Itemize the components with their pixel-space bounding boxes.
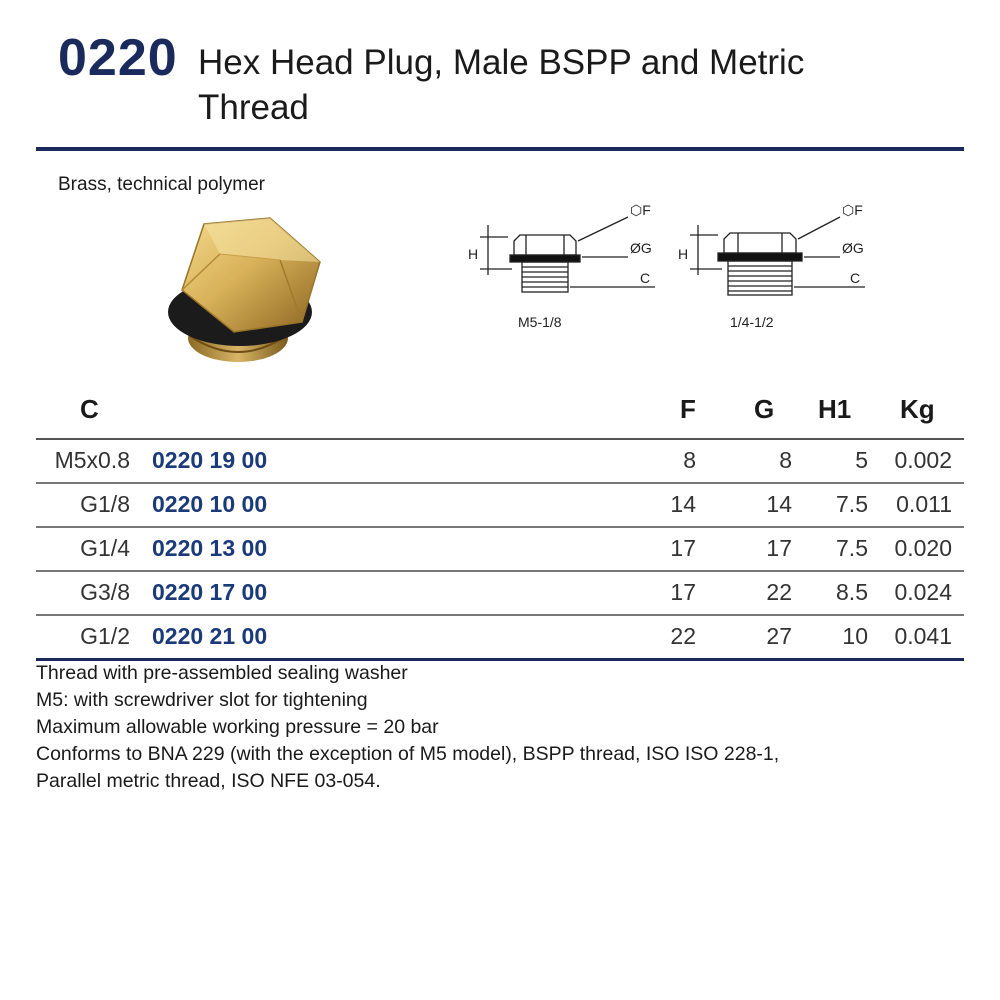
part-number: 0220 19 00 [152,447,268,473]
header-c: C [80,394,99,424]
weight: 0.011 [896,491,952,517]
header-g: G [754,394,775,424]
weight: 0.041 [894,623,952,649]
product-title: Hex Head Plug, Male BSPP and Metric Thread [198,43,805,127]
table-row [36,616,964,661]
page-header [58,28,958,138]
table-header [36,392,964,440]
table-row [36,528,964,572]
dim-h1: 10 [842,623,868,649]
dim-g: 14 [766,491,792,517]
material-text: Brass, technical polymer [58,174,265,195]
large-caption: 1/4-1/2 [730,314,774,330]
dim-g: 22 [766,579,792,605]
dim-g: 8 [779,447,792,473]
table-row [36,440,964,484]
dim-g: 27 [766,623,792,649]
dimensions-table [36,392,964,661]
note-line: Thread with pre-assembled sealing washer [36,662,408,684]
dim-h1: 8.5 [836,579,868,605]
thread-size: G1/4 [80,535,130,561]
dim-f: 14 [670,491,696,517]
hex-label-large: ⬡F [842,202,863,218]
dim-g: 17 [766,535,792,561]
thread-label-large: C [850,270,861,286]
hex-label-small: ⬡F [630,202,651,218]
diameter-label-large: ØG [842,240,864,256]
weight: 0.002 [894,447,952,473]
part-number: 0220 10 00 [152,491,268,517]
notes [36,660,966,795]
dim-f: 22 [670,623,696,649]
header-h1: H1 [818,394,852,424]
thread-label-small: C [640,270,651,286]
small-caption: M5-1/8 [518,314,562,330]
note-line: Parallel metric thread, ISO NFE 03-054. [36,770,381,792]
thread-size: G1/2 [80,623,130,649]
height-label-small: H [468,246,479,262]
note-line: Conforms to BNA 229 (with the exception of M5 model), BSPP thread, ISO ISO 228-1, [36,743,780,765]
thread-size: M5x0.8 [54,447,130,473]
dim-h1: 5 [855,447,868,473]
dim-h1: 7.5 [836,491,868,517]
dim-f: 8 [683,447,696,473]
dim-h1: 7.5 [836,535,868,561]
header-kg: Kg [900,394,935,424]
diameter-label-small: ØG [630,240,652,256]
part-number: 0220 17 00 [152,579,268,605]
product-code: 0220 [58,29,178,87]
product-photo [160,210,340,370]
dim-f: 17 [670,535,696,561]
thread-size: G3/8 [80,579,130,605]
dim-f: 17 [670,579,696,605]
height-label-large: H [678,246,689,262]
thread-size: G1/8 [80,491,130,517]
table-row [36,572,964,616]
weight: 0.024 [894,579,952,605]
header-f: F [680,394,696,424]
note-line: Maximum allowable working pressure = 20 bar [36,716,439,738]
part-number: 0220 21 00 [152,623,268,649]
technical-drawing [460,195,880,335]
part-number: 0220 13 00 [152,535,268,561]
note-line: M5: with screwdriver slot for tightening [36,689,368,711]
weight: 0.020 [894,535,952,561]
header-divider [36,147,964,151]
table-row [36,484,964,528]
